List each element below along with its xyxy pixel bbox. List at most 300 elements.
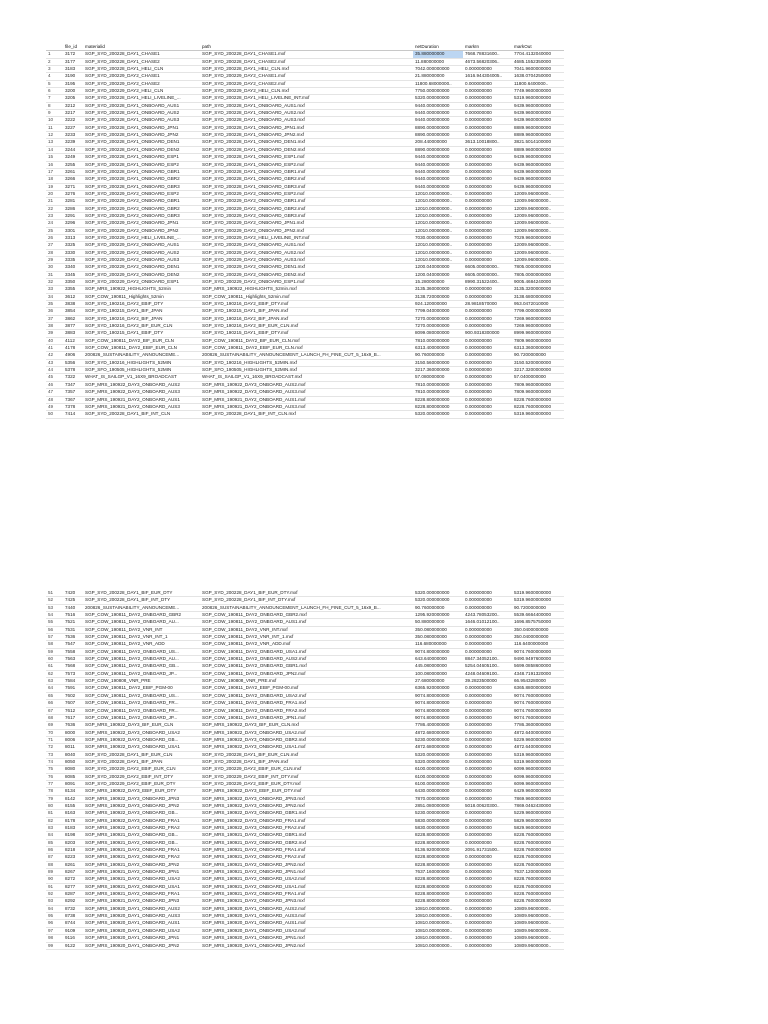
row-number[interactable]: 95 — [46, 913, 63, 920]
materialid-cell[interactable]: SGP_COW_190811_DAY2_VNR_INT_1 — [83, 634, 200, 641]
path-cell[interactable]: SGP_MRS_190921_DAY2_ONBOARD_GBR1.mxf — [200, 832, 413, 839]
row-number[interactable]: 66 — [46, 700, 63, 707]
table-row[interactable] — [46, 619, 564, 626]
row-number[interactable]: 8 — [46, 102, 63, 109]
mark-in-cell[interactable]: 0.000000000 — [463, 154, 512, 161]
row-number[interactable]: 21 — [46, 198, 63, 205]
path-cell[interactable]: SGP_MRS_190920_DAY1_ONBOARD_AUS3.mxf — [200, 913, 413, 920]
file-id-cell[interactable]: 7440 — [63, 604, 83, 611]
mark-in-cell[interactable]: 0.000000000 — [463, 634, 512, 641]
mark-in-cell[interactable]: 0.000000000 — [463, 795, 512, 802]
net-duration-cell[interactable]: 5830.000000000 — [413, 825, 463, 832]
mark-out-cell[interactable]: 57.0400000000 — [512, 374, 564, 381]
materialid-cell[interactable]: SGP_COW_190811_DAY2_ONBOARD_JP... — [83, 670, 200, 677]
row-number[interactable]: 12 — [46, 132, 63, 139]
net-duration-cell[interactable]: 9440.000000000 — [413, 117, 463, 124]
file-id-cell[interactable]: 7378 — [63, 403, 83, 410]
table-row[interactable] — [46, 656, 564, 663]
table-row[interactable] — [46, 301, 564, 308]
table-row[interactable] — [46, 883, 564, 890]
materialid-cell[interactable]: SGP_SYD_200229_DAY2_ONBOARD_AUS1 — [83, 242, 200, 249]
materialid-cell[interactable]: SGP_COW_190811_Highlights_52min — [83, 293, 200, 300]
mark-out-cell[interactable]: 90.7200000000 — [512, 604, 564, 611]
path-cell[interactable]: SGP_SYD_200228_DAY1_ONBOARD_AUS1.mxf — [200, 102, 413, 109]
net-duration-cell[interactable]: 10810.00000000.. — [413, 920, 463, 927]
net-duration-cell[interactable]: 7870.000000000 — [413, 795, 463, 802]
mark-out-cell[interactable]: 5319.9600000000 — [512, 590, 564, 597]
row-number[interactable]: 45 — [46, 374, 63, 381]
mark-out-cell[interactable]: 5229.9600000000 — [512, 810, 564, 817]
path-cell[interactable]: SGP_SYD_200229_DAY2_ONBOARD_JPN2.mxf — [200, 227, 413, 234]
path-cell[interactable]: SGP_MRS_190920_DAY1_ONBOARD_JPN2.mxf — [200, 942, 413, 949]
mark-in-cell[interactable]: 0.000000000 — [463, 825, 512, 832]
net-duration-cell[interactable]: 7042.000000000 — [413, 66, 463, 73]
row-number[interactable]: 69 — [46, 722, 63, 729]
net-duration-cell[interactable]: 12010.00000000.. — [413, 190, 463, 197]
mark-in-cell[interactable]: 0.000000000 — [463, 905, 512, 912]
row-number[interactable]: 13 — [46, 139, 63, 146]
materialid-cell[interactable]: SGP_COW_190811_DAY2_VNR_ADD — [83, 641, 200, 648]
mark-in-cell[interactable]: 0.000000000 — [463, 168, 512, 175]
mark-out-cell[interactable]: 350.0400000000 — [512, 634, 564, 641]
table-row[interactable] — [46, 315, 564, 322]
table-row[interactable] — [46, 183, 564, 190]
net-duration-cell[interactable]: 7810.000000000 — [413, 381, 463, 388]
table-row[interactable] — [46, 920, 564, 927]
path-cell[interactable]: SGP_MRS_190921_DAY2_ONBOARD_FRA1.mxf — [200, 847, 413, 854]
file-id-cell[interactable]: 3862 — [63, 315, 83, 322]
mark-out-cell[interactable]: 8228.7600000000 — [512, 883, 564, 890]
path-cell[interactable]: SGP_SYD_200228_DAY1_ONBOARD_DEN1.mxf — [200, 139, 413, 146]
file-id-cell[interactable]: 7367 — [63, 396, 83, 403]
file-id-cell[interactable]: 8223 — [63, 854, 83, 861]
file-id-cell[interactable]: 3883 — [63, 330, 83, 337]
net-duration-cell[interactable]: 9074.800000000 — [413, 692, 463, 699]
column-header[interactable] — [46, 44, 63, 51]
mark-in-cell[interactable]: 0.000000000 — [463, 707, 512, 714]
row-number[interactable]: 24 — [46, 220, 63, 227]
net-duration-cell[interactable]: 7810.000000000 — [413, 389, 463, 396]
row-number[interactable]: 20 — [46, 190, 63, 197]
materialid-cell[interactable]: SGP_MRS_190920_DAY1_ONBOARD_AUS1 — [83, 920, 200, 927]
file-id-cell[interactable]: 3276 — [63, 190, 83, 197]
table-row[interactable] — [46, 876, 564, 883]
path-cell[interactable]: SGP_MRS_190922_DAY3_ONBOARD_GBR1.mxf — [200, 810, 413, 817]
table-row[interactable] — [46, 374, 564, 381]
mark-in-cell[interactable]: 0.000000000 — [463, 190, 512, 197]
materialid-cell[interactable]: SGP_COW_190811_DAY2_VNR_INT — [83, 626, 200, 633]
net-duration-cell[interactable]: 90.760000000 — [413, 352, 463, 359]
mark-in-cell[interactable]: 0.000000000 — [463, 788, 512, 795]
net-duration-cell[interactable]: 10810.00000000.. — [413, 913, 463, 920]
file-id-cell[interactable]: 3177 — [63, 58, 83, 65]
mark-out-cell[interactable]: 5319.9600000000 — [512, 751, 564, 758]
materialid-cell[interactable]: SGP_SYD_200228_DAY1_ONBOARD_GBR2 — [83, 176, 200, 183]
mark-in-cell[interactable]: 0.000000000 — [463, 293, 512, 300]
table-row[interactable] — [46, 139, 564, 146]
table-row[interactable] — [46, 626, 564, 633]
mark-in-cell[interactable]: 0.000000000 — [463, 736, 512, 743]
materialid-cell[interactable]: SGP_MRS_190922_DAY3_ONBOARD_USA1 — [83, 744, 200, 751]
mark-in-cell[interactable]: 0.000000000 — [463, 898, 512, 905]
table-row[interactable] — [46, 389, 564, 396]
net-duration-cell[interactable]: 11.880000000 — [413, 58, 463, 65]
mark-out-cell[interactable]: 12009.96000000.. — [512, 212, 564, 219]
mark-in-cell[interactable]: 0.000000000 — [463, 729, 512, 736]
file-id-cell[interactable]: 3183 — [63, 66, 83, 73]
file-id-cell[interactable]: 4178 — [63, 345, 83, 352]
net-duration-cell[interactable]: 9440.000000000 — [413, 168, 463, 175]
file-id-cell[interactable]: 3255 — [63, 161, 83, 168]
path-cell[interactable]: SGP_COW_190811_DAY2_ONBOARD_FRA2.mxf — [200, 707, 413, 714]
materialid-cell[interactable]: SGP_SYD_190215_DAY1_EBIF_DTY — [83, 330, 200, 337]
net-duration-cell[interactable]: 35.880000000 — [413, 51, 463, 58]
materialid-cell[interactable]: SGP_SYD_190216_DAY2_EBIF_DTY — [83, 301, 200, 308]
materialid-cell[interactable]: SGP_COW_190808_VNR_PRE — [83, 678, 200, 685]
table-row[interactable] — [46, 788, 564, 795]
path-cell[interactable]: SGP_COW_190808_VNR_PRE.mxf — [200, 678, 413, 685]
file-id-cell[interactable]: 8163 — [63, 810, 83, 817]
mark-in-cell[interactable]: 0.000000000 — [463, 927, 512, 934]
mark-out-cell[interactable]: 7809.9600000000 — [512, 389, 564, 396]
mark-in-cell[interactable]: 0.000000000 — [463, 861, 512, 868]
table-row[interactable] — [46, 861, 564, 868]
net-duration-cell[interactable]: 8228.800000000 — [413, 891, 463, 898]
materialid-cell[interactable]: SGP_SYD_200229_DAY2_CHASE2 — [83, 80, 200, 87]
mark-out-cell[interactable]: 9490.9497600000 — [512, 656, 564, 663]
net-duration-cell[interactable]: 350.080000000 — [413, 626, 463, 633]
path-cell[interactable]: SGP_SYD_200229_DAY2_EBIF_INT_DTY.mxf — [200, 773, 413, 780]
net-duration-cell[interactable]: 7810.000000000 — [413, 337, 463, 344]
table-row[interactable] — [46, 692, 564, 699]
net-duration-cell[interactable]: 8890.000000000 — [413, 132, 463, 139]
net-duration-cell[interactable]: 9440.000000000 — [413, 176, 463, 183]
table-row[interactable] — [46, 590, 564, 597]
table-row[interactable] — [46, 154, 564, 161]
path-cell[interactable]: SGP_SYD_200229_DAY2_ONBOARD_ESP1.mxf — [200, 279, 413, 286]
net-duration-cell[interactable]: 5320.000000000 — [413, 590, 463, 597]
mark-out-cell[interactable]: 9439.9600000000 — [512, 154, 564, 161]
net-duration-cell[interactable]: 5230.000000000 — [413, 736, 463, 743]
mark-in-cell[interactable]: 0.000000000 — [463, 396, 512, 403]
file-id-cell[interactable]: 8178 — [63, 817, 83, 824]
path-cell[interactable]: SGP_COW_190811_DAY2_BIF_EUR_CLN.mxf — [200, 337, 413, 344]
row-number[interactable]: 15 — [46, 154, 63, 161]
path-cell[interactable]: SGP_MRS_190922_DAY3_ONBOARD_JPN2.mxf — [200, 802, 413, 809]
file-id-cell[interactable]: 7531 — [63, 626, 83, 633]
mark-out-cell[interactable]: 4685.1552350000 — [512, 58, 564, 65]
materialid-cell[interactable]: SGP_COW_190811_DAY2_ONBOARD_FR... — [83, 700, 200, 707]
materialid-cell[interactable]: SGP_SYD_200228_DAY1_BIF_INT_CLN — [83, 411, 200, 418]
file-id-cell[interactable]: 3239 — [63, 139, 83, 146]
mark-out-cell[interactable]: 8889.9600000000 — [512, 146, 564, 153]
net-duration-cell[interactable]: 1200.040000000 — [413, 271, 463, 278]
mark-out-cell[interactable]: 6313.3600000000 — [512, 345, 564, 352]
row-number[interactable]: 72 — [46, 744, 63, 751]
file-id-cell[interactable]: 7547 — [63, 641, 83, 648]
materialid-cell[interactable]: SGP_MRS_190921_DAY2_ONBOARD_FRA2 — [83, 854, 200, 861]
file-id-cell[interactable]: 3195 — [63, 80, 83, 87]
net-duration-cell[interactable]: 1200.040000000 — [413, 264, 463, 271]
path-cell[interactable]: SGP_COW_190811_DAY2_ONBOARD_AUS2.mxf — [200, 656, 413, 663]
row-number[interactable]: 77 — [46, 780, 63, 787]
materialid-cell[interactable]: SGP_MRS_190920_DAY1_ONBOARD_JPN2 — [83, 942, 200, 949]
file-id-cell[interactable]: 8203 — [63, 839, 83, 846]
net-duration-cell[interactable]: 2851.080000000 — [413, 802, 463, 809]
mark-out-cell[interactable]: 7269.9600000000 — [512, 315, 564, 322]
file-id-cell[interactable]: 7322 — [63, 374, 83, 381]
row-number[interactable]: 42 — [46, 352, 63, 359]
mark-in-cell[interactable]: 8847.34052100.. — [463, 656, 512, 663]
materialid-cell[interactable]: SGP_MRS_190921_DAY2_ONBOARD_AUS1 — [83, 396, 200, 403]
table-row[interactable] — [46, 729, 564, 736]
table-row[interactable] — [46, 612, 564, 619]
mark-in-cell[interactable]: 0.000000000 — [463, 256, 512, 263]
materialid-cell[interactable]: SGP_COW_190811_DAY2_EBIF_PGM-00 — [83, 685, 200, 692]
net-duration-cell[interactable]: 350.080000000 — [413, 634, 463, 641]
net-duration-cell[interactable]: 8228.800000000 — [413, 396, 463, 403]
table-row[interactable] — [46, 817, 564, 824]
row-number[interactable]: 53 — [46, 604, 63, 611]
mark-in-cell[interactable]: 0.000000000 — [463, 176, 512, 183]
mark-out-cell[interactable]: 3821.5014100000 — [512, 139, 564, 146]
materialid-cell[interactable]: SGP_MRS_190922_DAY3_ONBOARD_USA2 — [83, 729, 200, 736]
mark-in-cell[interactable]: 0.000000000 — [463, 88, 512, 95]
materialid-cell[interactable]: SGP_SYD_200228_DAY1_BIF_EUR_CLN — [83, 751, 200, 758]
materialid-cell[interactable]: SGP_MRS_190922_DAY3_ONBOARD_FRA1 — [83, 817, 200, 824]
mark-out-cell[interactable]: 5319.9600000000 — [512, 758, 564, 765]
materialid-cell[interactable]: SGP_MRS_190922_DAY3_ONBOARD_GB... — [83, 810, 200, 817]
mark-out-cell[interactable]: 9439.9600000000 — [512, 110, 564, 117]
mark-in-cell[interactable]: 0.000000000 — [463, 124, 512, 131]
table-row[interactable] — [46, 905, 564, 912]
materialid-cell[interactable]: SGP_SYD_190215_DAY1_BIF_JPAN — [83, 308, 200, 315]
row-number[interactable]: 84 — [46, 832, 63, 839]
materialid-cell[interactable]: SGP_MRS_190921_DAY2_ONBOARD_AUS3 — [83, 403, 200, 410]
path-cell[interactable]: SGP_SYD_200228_DAY1_ONBOARD_JPN2.mxf — [200, 132, 413, 139]
row-number[interactable]: 98 — [46, 935, 63, 942]
row-number[interactable]: 31 — [46, 271, 63, 278]
row-number[interactable]: 32 — [46, 279, 63, 286]
row-number[interactable]: 56 — [46, 626, 63, 633]
row-number[interactable]: 50 — [46, 411, 63, 418]
materialid-cell[interactable]: SGP_SYD_200228_DAY1_BIF_JPAN — [83, 758, 200, 765]
table-row[interactable] — [46, 227, 564, 234]
mark-out-cell[interactable]: 8999.9600000000 — [512, 330, 564, 337]
row-number[interactable]: 10 — [46, 117, 63, 124]
table-row[interactable] — [46, 942, 564, 949]
net-duration-cell[interactable]: 5320.000000000 — [413, 95, 463, 102]
net-duration-cell[interactable]: 90.760000000 — [413, 604, 463, 611]
row-number[interactable]: 5 — [46, 80, 63, 87]
mark-in-cell[interactable]: 0.000000000 — [463, 323, 512, 330]
net-duration-cell[interactable]: 3135.360000000 — [413, 286, 463, 293]
mark-out-cell[interactable]: 12009.96000000.. — [512, 249, 564, 256]
row-number[interactable]: 40 — [46, 337, 63, 344]
mark-out-cell[interactable]: 4348.7191320000 — [512, 670, 564, 677]
materialid-cell[interactable]: SGP_SYD_200229_DAY2_EBIF_INT_DTY — [83, 773, 200, 780]
net-duration-cell[interactable]: 924.120000000 — [413, 301, 463, 308]
path-cell[interactable]: SGP_COW_190811_DAY2_ONBOARD_USA1.mxf — [200, 648, 413, 655]
file-id-cell[interactable]: 7617 — [63, 714, 83, 721]
net-duration-cell[interactable]: 7799.040000000 — [413, 308, 463, 315]
file-id-cell[interactable]: 8155 — [63, 802, 83, 809]
path-cell[interactable]: 200826_SUSTAINABILITY_ANNOUNCEMENT_LAUNCH_FH_FINE_CUT_5_16x9_B... — [200, 604, 413, 611]
table-row[interactable] — [46, 700, 564, 707]
path-cell[interactable]: SGP_COW_190811_DAY2_ONBOARD_JPN1.mxf — [200, 714, 413, 721]
row-number[interactable]: 58 — [46, 641, 63, 648]
net-duration-cell[interactable]: 21.880000000 — [413, 73, 463, 80]
path-cell[interactable]: SGP_COW_190811_DAY2_ONBOARD_GBR2.mxf — [200, 612, 413, 619]
file-id-cell[interactable]: 8287 — [63, 891, 83, 898]
mark-in-cell[interactable]: 0.000000000 — [463, 604, 512, 611]
mark-in-cell[interactable]: 0.000000000 — [463, 132, 512, 139]
table-row[interactable] — [46, 168, 564, 175]
net-duration-cell[interactable]: 1295.920000000 — [413, 612, 463, 619]
materialid-cell[interactable]: SGP_SYD_200229_DAY2_ONBOARD_JPN1 — [83, 220, 200, 227]
mark-in-cell[interactable]: 0.000000000 — [463, 692, 512, 699]
table-row[interactable] — [46, 604, 564, 611]
materialid-cell[interactable]: SGP_SYD_200228_DAY1_ONBOARD_JPN1 — [83, 124, 200, 131]
file-id-cell[interactable]: 3313 — [63, 234, 83, 241]
mark-out-cell[interactable]: 12009.96000000.. — [512, 190, 564, 197]
file-id-cell[interactable]: 7347 — [63, 381, 83, 388]
row-number[interactable]: 17 — [46, 168, 63, 175]
table-row[interactable] — [46, 212, 564, 219]
mark-out-cell[interactable]: 7041.9600000000 — [512, 66, 564, 73]
path-cell[interactable]: 200826_SUSTAINABILITY_ANNOUNCEMENT_LAUNCH_FH_FINE_CUT_5_16x9_B... — [200, 352, 413, 359]
mark-in-cell[interactable]: 39.2823500000 — [463, 678, 512, 685]
path-cell[interactable]: SGP_MRS_190922_DAY3_ONBOARD_AUS3.mxf — [200, 389, 413, 396]
mark-out-cell[interactable]: 7805.0000000000 — [512, 271, 564, 278]
materialid-cell[interactable]: SGP_MRS_190922_DAY3_ONBOARD_AUS3 — [83, 389, 200, 396]
mark-out-cell[interactable]: 10809.96000000.. — [512, 935, 564, 942]
row-number[interactable]: 80 — [46, 802, 63, 809]
row-number[interactable]: 25 — [46, 227, 63, 234]
mark-in-cell[interactable]: 0.000000000 — [463, 403, 512, 410]
table-row[interactable] — [46, 736, 564, 743]
net-duration-cell[interactable]: 12010.00000000.. — [413, 242, 463, 249]
table-row[interactable] — [46, 810, 564, 817]
materialid-cell[interactable]: SGP_MRS_190921_DAY2_ONBOARD_FRA1 — [83, 891, 200, 898]
materialid-cell[interactable]: SGP_MRS_190922_DAY3_BIF_EUR_CLN — [83, 722, 200, 729]
materialid-cell[interactable]: SGP_MRS_190922_DAY3_ONBOARD_JPN3 — [83, 795, 200, 802]
mark-in-cell[interactable]: 8990.31522400.. — [463, 279, 512, 286]
file-id-cell[interactable]: 3266 — [63, 176, 83, 183]
path-cell[interactable]: WHAT_IS_SAILGP_V1_16X9_BROADCAST.mxf — [200, 374, 413, 381]
row-number[interactable]: 55 — [46, 619, 63, 626]
file-id-cell[interactable]: 4112 — [63, 337, 83, 344]
file-id-cell[interactable]: 3222 — [63, 117, 83, 124]
materialid-cell[interactable]: SGP_COW_190811_DAY2_ONBOARD_FR... — [83, 707, 200, 714]
materialid-cell[interactable]: SGP_SYD_190216_DAY2_BIF_JPAN — [83, 315, 200, 322]
net-duration-cell[interactable]: 12010.00000000.. — [413, 212, 463, 219]
path-cell[interactable]: SGP_MRS_190922_DAY3_ONBOARD_USA1.mxf — [200, 744, 413, 751]
path-cell[interactable]: SGP_COW_190811_DAY2_ONBOARD_JPN2.mxf — [200, 670, 413, 677]
path-cell[interactable]: SGP_SYD_200229_DAY2_CHASE1.mxf — [200, 73, 413, 80]
file-id-cell[interactable]: 8277 — [63, 883, 83, 890]
table-row[interactable] — [46, 256, 564, 263]
table-row[interactable] — [46, 242, 564, 249]
net-duration-cell[interactable]: 116.680000000 — [413, 641, 463, 648]
file-id-cell[interactable]: 7607 — [63, 700, 83, 707]
file-id-cell[interactable]: 7584 — [63, 678, 83, 685]
table-row[interactable] — [46, 381, 564, 388]
mark-out-cell[interactable]: 12009.96000000.. — [512, 242, 564, 249]
net-duration-cell[interactable]: 6430.000000000 — [413, 788, 463, 795]
net-duration-cell[interactable]: 50.880000000 — [413, 619, 463, 626]
net-duration-cell[interactable]: 5320.000000000 — [413, 758, 463, 765]
mark-out-cell[interactable]: 12009.96000000.. — [512, 220, 564, 227]
row-number[interactable]: 3 — [46, 66, 63, 73]
path-cell[interactable]: SGP_SYD_200229_DAY2_HELI_CLN.mxf — [200, 88, 413, 95]
materialid-cell[interactable]: SGP_MRS_190922_DAY3_EBIF_EUR_DTY — [83, 788, 200, 795]
file-id-cell[interactable]: 8006 — [63, 736, 83, 743]
net-duration-cell[interactable]: 12010.00000000.. — [413, 220, 463, 227]
materialid-cell[interactable]: SGP_SYD_200228_DAY1_ONBOARD_DEN2 — [83, 146, 200, 153]
file-id-cell[interactable]: 3355 — [63, 286, 83, 293]
net-duration-cell[interactable]: 9440.000000000 — [413, 102, 463, 109]
mark-in-cell[interactable]: 28.9818570000 — [463, 301, 512, 308]
materialid-cell[interactable]: SGP_SYD_200229_DAY2_ONBOARD_AUS2 — [83, 249, 200, 256]
path-cell[interactable]: SGP_SYD_200229_DAY2_ONBOARD_DEN2.mxf — [200, 271, 413, 278]
row-number[interactable]: 75 — [46, 766, 63, 773]
mark-in-cell[interactable]: 0.000000000 — [463, 161, 512, 168]
row-number[interactable]: 74 — [46, 758, 63, 765]
mark-in-cell[interactable]: 0.000000000 — [463, 685, 512, 692]
table-row[interactable] — [46, 176, 564, 183]
path-cell[interactable]: SGP_SYD_200228_DAY1_ONBOARD_GBR1.mxf — [200, 168, 413, 175]
row-number[interactable]: 39 — [46, 330, 63, 337]
path-cell[interactable]: SGP_SYD_200228_DAY1_BIF_JPAN.mxf — [200, 758, 413, 765]
mark-out-cell[interactable]: 9074.7600000000 — [512, 692, 564, 699]
path-cell[interactable]: SGP_MRS_190922_DAY3_ONBOARD_USA2.mxf — [200, 729, 413, 736]
column-header[interactable]: netDuration — [413, 44, 463, 51]
mark-out-cell[interactable]: 8228.7600000000 — [512, 861, 564, 868]
table-row[interactable] — [46, 795, 564, 802]
table-row[interactable] — [46, 935, 564, 942]
mark-out-cell[interactable]: 9439.9600000000 — [512, 176, 564, 183]
table-row[interactable] — [46, 110, 564, 117]
mark-out-cell[interactable]: 9439.9600000000 — [512, 117, 564, 124]
table-row[interactable] — [46, 308, 564, 315]
mark-out-cell[interactable]: 8228.7600000000 — [512, 854, 564, 861]
net-duration-cell[interactable]: 11800.68000000.. — [413, 80, 463, 87]
file-id-cell[interactable]: 3190 — [63, 73, 83, 80]
mark-in-cell[interactable]: 6605.00000000.. — [463, 271, 512, 278]
materialid-cell[interactable]: SGP_SYD_200229_DAY2_HELI_LIVELINE_... — [83, 234, 200, 241]
net-duration-cell[interactable]: 8228.800000000 — [413, 403, 463, 410]
path-cell[interactable]: SGP_SYD_200229_DAY2_EBIF_EUR_CLN.mxf — [200, 766, 413, 773]
row-number[interactable]: 99 — [46, 942, 63, 949]
mark-out-cell[interactable]: 1638.0704250000 — [512, 73, 564, 80]
mark-in-cell[interactable]: 0.000000000 — [463, 942, 512, 949]
row-number[interactable]: 7 — [46, 95, 63, 102]
path-cell[interactable]: SGP_COW_190811_Highlights_52min.mxf — [200, 293, 413, 300]
mark-out-cell[interactable]: 90.7200000000 — [512, 352, 564, 359]
path-cell[interactable]: SGP_COW_190811_DAY2_ONBOARD_FRA1.mxf — [200, 700, 413, 707]
mark-in-cell[interactable]: 0.000000000 — [463, 839, 512, 846]
materialid-cell[interactable]: SGP_SYD_200228_DAY1_ONBOARD_JPN2 — [83, 132, 200, 139]
materialid-cell[interactable]: SGP_SYD_200228_DAY1_HELI_CLN — [83, 66, 200, 73]
mark-in-cell[interactable]: 4673.56820306.. — [463, 58, 512, 65]
path-cell[interactable]: SGP_MRS_190922_DAY3_BIF_EUR_CLN.mxf — [200, 722, 413, 729]
net-duration-cell[interactable]: 9440.000000000 — [413, 154, 463, 161]
materialid-cell[interactable]: SGP_MRS_190922_DAY3_ONBOARD_FRA2 — [83, 825, 200, 832]
materialid-cell[interactable]: SGP_MRS_190920_DAY1_ONBOARD_JPN1 — [83, 935, 200, 942]
net-duration-cell[interactable]: 8228.800000000 — [413, 832, 463, 839]
row-number[interactable]: 16 — [46, 161, 63, 168]
